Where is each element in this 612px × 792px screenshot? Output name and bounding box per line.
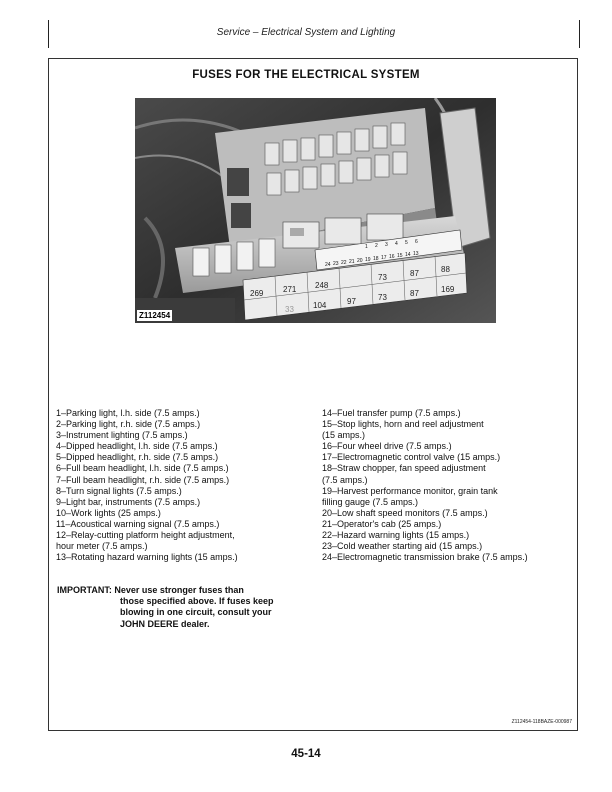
svg-text:17: 17 <box>381 255 387 261</box>
svg-text:19: 19 <box>365 257 371 263</box>
svg-text:33: 33 <box>285 305 294 314</box>
list-item: 18–Straw chopper, fan speed adjustment <box>322 463 486 474</box>
svg-text:87: 87 <box>410 289 419 298</box>
svg-text:169: 169 <box>441 285 455 294</box>
list-item: 22–Hazard warning lights (15 amps.) <box>322 530 470 541</box>
svg-text:87: 87 <box>410 269 419 278</box>
list-item: 2–Parking light, r.h. side (7.5 amps.) <box>56 419 201 430</box>
list-item: (7.5 amps.) <box>322 474 368 485</box>
list-item: filling gauge (7.5 amps.) <box>322 496 419 507</box>
list-item: 21–Operator's cab (25 amps.) <box>322 518 442 529</box>
svg-text:73: 73 <box>378 293 387 302</box>
list-item: 11–Acoustical warning signal (7.5 amps.) <box>56 518 220 529</box>
list-item: 10–Work lights (25 amps.) <box>56 507 161 518</box>
svg-text:15: 15 <box>397 253 403 259</box>
list-item: 6–Full beam headlight, l.h. side (7.5 amps.) <box>56 463 229 474</box>
svg-text:271: 271 <box>283 285 297 294</box>
svg-text:269: 269 <box>250 289 264 298</box>
svg-text:3: 3 <box>385 242 388 248</box>
list-item: 9–Light bar, instruments (7.5 amps.) <box>56 496 201 507</box>
photo-code-label: Z112454 <box>139 311 171 320</box>
running-header: Service – Electrical System and Lighting <box>216 27 396 38</box>
svg-text:97: 97 <box>347 297 356 306</box>
fuse-list-left <box>56 408 306 563</box>
svg-text:6: 6 <box>415 239 418 245</box>
svg-text:14: 14 <box>405 252 411 258</box>
svg-text:18: 18 <box>373 256 379 262</box>
list-item: hour meter (7.5 amps.) <box>56 541 148 552</box>
svg-text:16: 16 <box>389 254 395 260</box>
svg-text:4: 4 <box>395 241 398 247</box>
important-line: JOHN DEERE dealer. <box>120 618 210 629</box>
svg-text:13: 13 <box>413 251 419 257</box>
list-item: 7–Full beam headlight, r.h. side (7.5 amps.) <box>56 474 230 485</box>
svg-text:104: 104 <box>313 301 327 310</box>
important-line: those specified above. If fuses keep <box>120 596 274 607</box>
list-item: (15 amps.) <box>322 430 366 441</box>
svg-text:2: 2 <box>375 243 378 249</box>
list-item: 16–Four wheel drive (7.5 amps.) <box>322 441 452 452</box>
svg-text:5: 5 <box>405 240 408 246</box>
fuse-list-right <box>322 408 572 563</box>
svg-text:21: 21 <box>349 259 355 265</box>
page-number: 45-14 <box>291 748 321 760</box>
list-item: 3–Instrument lighting (7.5 amps.) <box>56 430 188 441</box>
fuse-box-photo <box>135 98 496 323</box>
important-note <box>57 585 317 630</box>
list-item: 19–Harvest performance monitor, grain tank <box>322 485 498 496</box>
svg-text:248: 248 <box>315 281 329 290</box>
svg-text:23: 23 <box>333 261 339 267</box>
list-item: 15–Stop lights, horn and reel adjustment <box>322 419 484 430</box>
svg-text:73: 73 <box>378 273 387 282</box>
list-item: 23–Cold weather starting aid (15 amps.) <box>322 541 483 552</box>
list-item: 4–Dipped headlight, l.h. side (7.5 amps.) <box>56 441 218 452</box>
page-title: FUSES FOR THE ELECTRICAL SYSTEM <box>192 69 420 81</box>
list-item: 14–Fuel transfer pump (7.5 amps.) <box>322 408 461 418</box>
document-code: Z112454-118BAZE-000987 <box>511 719 572 725</box>
svg-text:20: 20 <box>357 258 363 264</box>
list-item: 20–Low shaft speed monitors (7.5 amps.) <box>322 507 488 518</box>
list-item: 24–Electromagnetic transmission brake (7.5 amps.) <box>322 552 528 563</box>
list-item: 17–Electromagnetic control valve (15 amps.) <box>322 452 501 463</box>
list-item: 12–Relay-cutting platform height adjustment, <box>56 530 235 541</box>
important-label: IMPORTANT: <box>57 585 112 595</box>
svg-text:1: 1 <box>365 244 368 250</box>
list-item: 1–Parking light, l.h. side (7.5 amps.) <box>56 408 200 418</box>
svg-text:24: 24 <box>325 262 331 268</box>
list-item: 13–Rotating hazard warning lights (15 amps.) <box>56 552 238 563</box>
list-item: 8–Turn signal lights (7.5 amps.) <box>56 485 182 496</box>
svg-text:88: 88 <box>441 265 450 274</box>
svg-text:22: 22 <box>341 260 347 266</box>
important-line: blowing in one circuit, consult your <box>120 607 272 618</box>
important-line: Never use stronger fuses than <box>114 585 244 595</box>
list-item: 5–Dipped headlight, r.h. side (7.5 amps.) <box>56 452 219 463</box>
